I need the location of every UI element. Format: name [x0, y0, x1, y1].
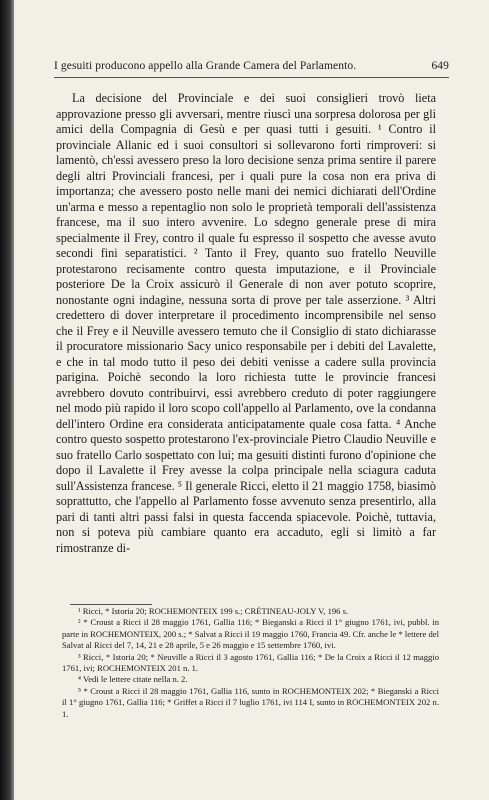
- footnote-rule: [70, 604, 152, 605]
- header-rule: [54, 77, 449, 78]
- page-gutter-shadow: [0, 0, 14, 800]
- body-paragraph: La decisione del Provinciale e dei suoi consiglieri trovò lieta approvazione presso gli avversari, mentre riuscì una sorpresa dolorosa per gli amici della Compagnia di Gesù e per quasi tutti i gesuiti. ¹ Contro il provinciale Allanic ed i suoi consultori si sollevarono forti rimproveri: si lamentò, ch'essi avessero preso la loro decisione senza prima sentire il parere degli altri Provinciali francesi, per i quali pure la cosa non era priva di importanza; che avessero posto nelle mani dei nemici dichiarati dell'Ordine un'arma e messo a repentaglio non solo le proprietà temporali dell'assistenza francese, ma il suo intero avvenire. Lo sdegno generale prese di mira specialmente il Frey, contro il quale fu espresso il sospetto che avesse avuto secondi fini separatistici. ² Tanto il Frey, quanto suo fratello Neuville protestarono recisamente contro questa imputazione, e il Provinciale posteriore De la Croix assicurò il Generale di non aver potuto scoprire, nonostante ogni indagine, nessuna sorta di prove per tale asserzione. ³ Altri credettero di dover interpretare il procedimento incomprensibile nel senso che il Frey e il Neuville avessero temuto che il Consiglio di stato dichiarasse il procuratore missionario Sacy unico responsabile per i debiti del Lavalette, e che in tal modo tutto il peso dei debiti venisse a cadere sulla provincia parigina. Poichè secondo la loro richiesta tutte le provincie francesi avrebbero dovuto contribuirvi, essi avrebbero creduto di poter raggiungere nel modo più rapido il loro scopo coll'appello al Parlamento, ove la condanna dell'intero Ordine era considerata anticipatamente quale cosa fatta. ⁴ Anche contro questo sospetto protestarono l'ex-provinciale Pietro Claudio Neuville e suo fratello Carlo sospettato con lui; ma gesuiti distinti furono d'opinione che dopo il Lavalette il Frey avesse la colpa principale nella sciagura caduta sull'Assistenza francese. ⁵ Il generale Ricci, eletto il 21 maggio 1758, biasimò soprattutto, che l'appello al Parlamento fosse avvenuto senza presentirlo, alla pari di tanti altri passi falsi in questa faccenda spiacevole. Poichè, tuttavia, non si poteva più cambiare quanto era accaduto, egli si limitò a far rimostranze di-: [56, 91, 436, 555]
- footnote-2: ² * Croust a Ricci il 28 maggio 1761, Gallia 116; * Bieganski a Ricci il 1° giugno 1761, ivi, pubbl. in parte in ROCHEMONTEIX, 200 s.; * Salvat a Ricci il 19 maggio 1760, Francia 49. Cfr. anche le * lettere del Salvat al Ricci del 7, 14, 21 e 28 aprile, 5 e 26 maggio e 15 settembre 1760, ivi.: [62, 617, 439, 651]
- running-header: [54, 60, 449, 72]
- footnote-5: ⁵ * Croust a Ricci il 28 maggio 1761, Gallia 116, sunto in ROCHEMONTEIX 202; * Bieganski a Ricci il 1° giugno 1761, Gallia 116; * Griffet a Ricci il 7 luglio 1761, ivi 114 I, sunto in ROCHEMONTEIX 202 n. 1.: [62, 685, 439, 719]
- page-number: 649: [431, 60, 449, 72]
- footnote-1: ¹ Ricci, * Istoria 20; ROCHEMONTEIX 199 s.; CRÉTINEAU-JOLY V, 196 s.: [78, 606, 349, 616]
- footnote-3: ³ Ricci, * Istoria 20; * Neuville a Ricci il 3 agosto 1761, Gallia 116; * De la Croix a Ricci il 12 maggio 1761, ivi; ROCHEMONTEIX 201 n. 1.: [62, 651, 439, 674]
- book-page: [14, 0, 489, 800]
- footnote-4: ⁴ Vedi le lettere citate nella n. 2.: [78, 674, 188, 685]
- main-text: [56, 91, 436, 556]
- footnotes: [62, 606, 439, 720]
- running-title: I gesuiti producono appello alla Grande Camera del Parlamento.: [54, 60, 357, 72]
